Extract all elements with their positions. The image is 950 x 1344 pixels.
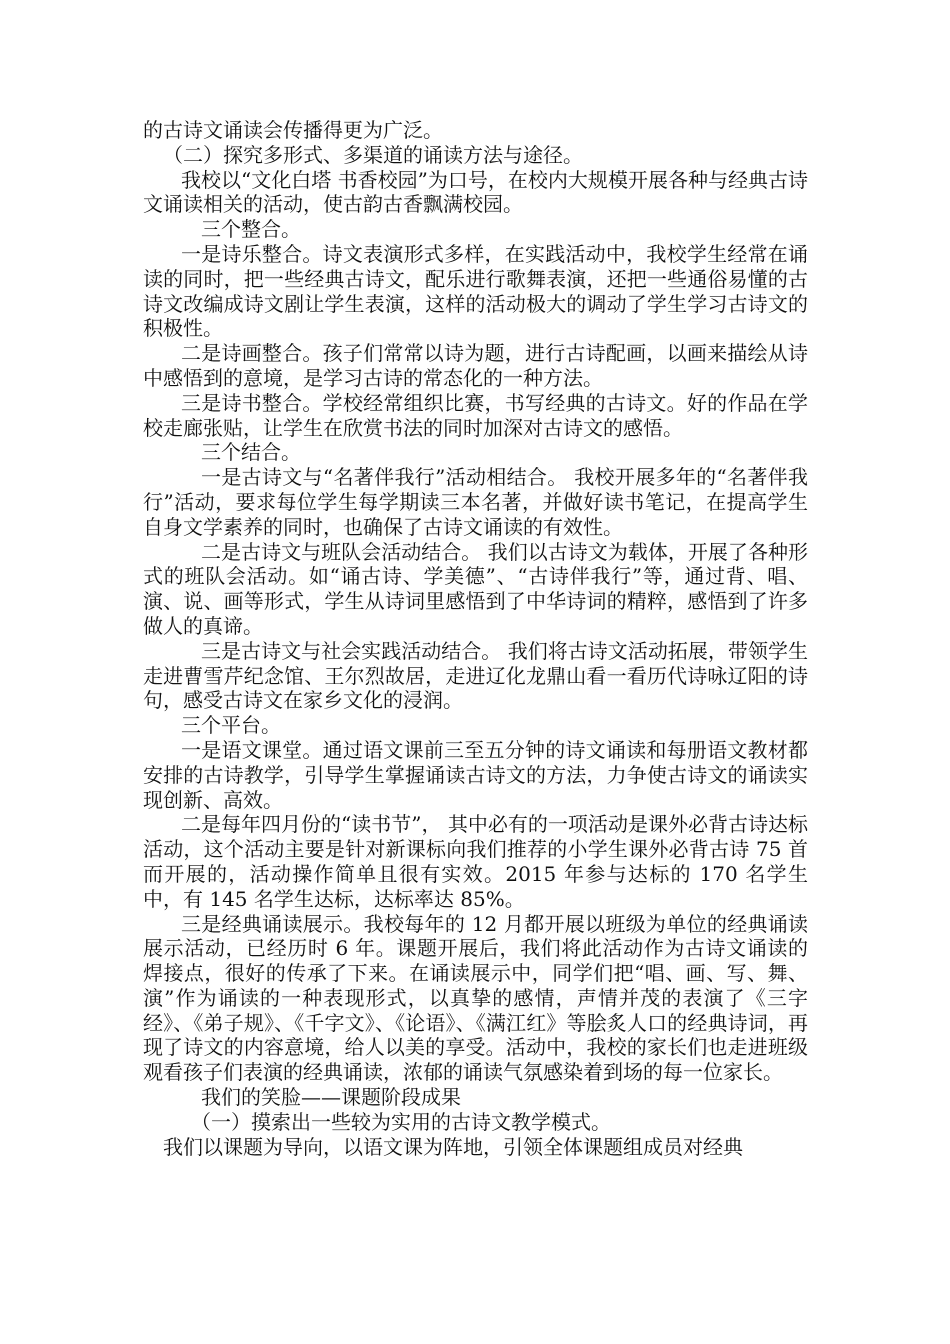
paragraph-chinese-class: 一是语文课堂。通过语文课前三至五分钟的诗文诵读和每册语文教材都安排的古诗教学，引导学生掌握诵读古诗文的方法，力争使古诗文的诵读实现创新、高效。 xyxy=(143,737,808,812)
paragraph-poetry-music: 一是诗乐整合。诗文表演形式多样，在实践活动中，我校学生经常在诵读的同时，把一些经典古诗文，配乐进行歌舞表演，还把一些通俗易懂的古诗文改编成诗文剧让学生表演，这样的活动极大的调动了学生学习古诗文的积极性。 xyxy=(143,241,808,341)
section-heading-1: （一）摸索出一些较为实用的古诗文教学模式。 xyxy=(191,1109,611,1134)
paragraph-poetry-painting: 二是诗画整合。孩子们常常以诗为题，进行古诗配画，以画来描绘从诗中感悟到的意境，是学习古诗的常态化的一种方法。 xyxy=(143,341,808,390)
paragraph-continuation: 的古诗文诵读会传播得更为广泛。 xyxy=(143,118,443,142)
paragraph-recitation-show: 三是经典诵读展示。我校每年的 12 月都开展以班级为单位的经典诵读展示活动，已经历时 6 年。课题开展后，我们将此活动作为古诗文诵读的焊接点，很好的传承了下来。在诵读展示中，同学们把“唱、画、写、舞、演”作为诵读的一种表现形式，以真挚的感情，声情并茂的表演了《三字经》、《弟子规》、《千字文》、《论语》、《满江红》等脍炙人口的经典诗词，再现了诗文的内容意境，给人以美的享受。活动中，我校的家长们也走进班级观看孩子们表演的经典诵读，浓郁的诵读气氛感染着到场的每一位家长。 xyxy=(143,911,808,1085)
subheading-three-platforms: 三个平台。 xyxy=(181,713,281,738)
paragraph-final: 我们以课题为导向，以语文课为阵地，引领全体课题组成员对经典 xyxy=(163,1134,743,1159)
section-heading-2: （二）探究多形式、多渠道的诵读方法与途径。 xyxy=(163,142,583,167)
paragraph-intro: 我校以“文化白塔 书香校园”为口号，在校内大规模开展各种与经典古诗文诵读相关的活动，使古韵古香飘满校园。 xyxy=(143,167,808,217)
paragraph-reading-festival: 二是每年四月份的“读书节”， 其中必有的一项活动是课外必背古诗达标活动，这个活动主要是针对新课标向我们推荐的小学生课外必背古诗 75 首而开展的，活动操作简单且很有实效。2015 年参与达标的 170 名学生中，有 145 名学生达标，达标率达 85%。 xyxy=(143,812,808,911)
paragraph-class-meetings: 二是古诗文与班队会活动结合。 我们以古诗文为载体，开展了各种形式的班队会活动。如“诵古诗、学美德”、“古诗伴我行”等，通过背、唱、演、说、画等形式，学生从诗词里感悟到了中华诗词的精粹，感悟到了许多做人的真谛。 xyxy=(143,539,808,638)
paragraph-poetry-calligraphy: 三是诗书整合。学校经常组织比赛，书写经典的古诗文。好的作品在学校走廊张贴，让学生在欣赏书法的同时加深对古诗文的感悟。 xyxy=(143,390,808,440)
paragraph-social-practice: 三是古诗文与社会实践活动结合。 我们将古诗文活动拓展，带领学生走进曹雪芹纪念馆、王尔烈故居，走进辽化龙鼎山看一看历代诗咏辽阳的诗句，感受古诗文在家乡文化的浸润。 xyxy=(143,638,808,713)
subheading-three-combinations: 三个结合。 xyxy=(201,440,301,465)
section-heading-results: 我们的笑脸——课题阶段成果 xyxy=(201,1085,461,1110)
paragraph-classics-reading: 一是古诗文与“名著伴我行”活动相结合。 我校开展多年的“名著伴我行”活动，要求每位学生每学期读三本名著，并做好读书笔记，在提高学生自身文学素养的同时，也确保了古诗文诵读的有效性。 xyxy=(143,465,808,539)
subheading-three-integrations: 三个整合。 xyxy=(201,217,301,242)
document-body xyxy=(143,118,808,1159)
